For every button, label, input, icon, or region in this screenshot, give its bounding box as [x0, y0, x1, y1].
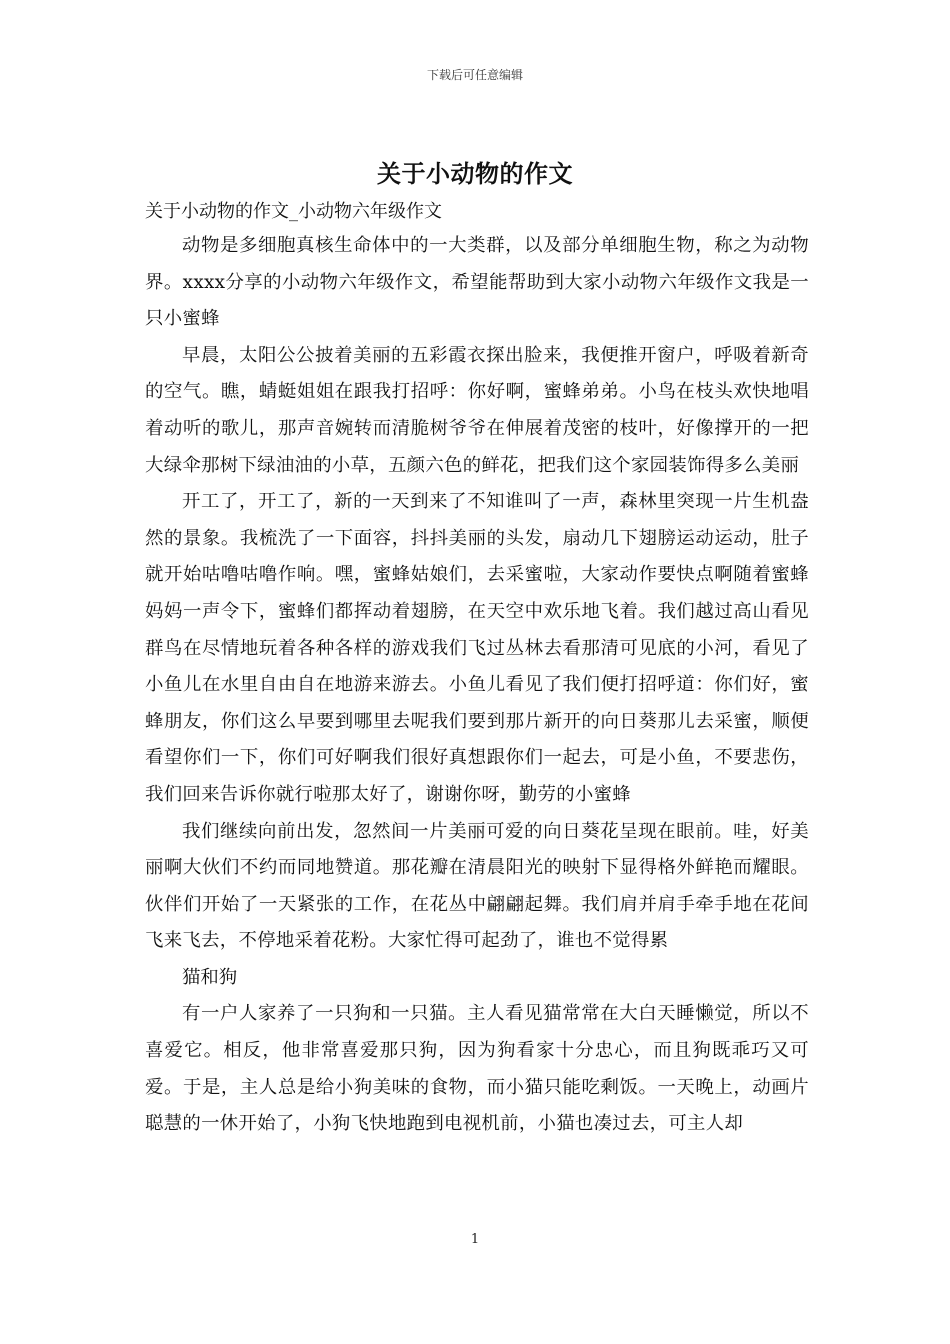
document-title: 关于小动物的作文	[377, 159, 573, 188]
paragraph-morning: 早晨，太阳公公披着美丽的五彩霞衣探出脸来，我便推开窗户，呼吸着新奇的空气。瞧，蜻蜓姐姐在跟我打招呼：你好啊，蜜蜂弟弟。小鸟在枝头欢快地唱着动听的歌儿，那声音婉转而清脆树爷爷在伸展着茂密的枝叶，好像撑开的一把大绿伞那树下绿油油的小草，五颜六色的鲜花，把我们这个家园装饰得多么美丽	[145, 344, 809, 476]
paragraph-cat-and-dog: 有一户人家养了一只狗和一只猫。主人看见猫常常在大白天睡懒觉，所以不喜爱它。相反，他非常喜爱那只狗，因为狗看家十分忠心，而且狗既乖巧又可爱。于是，主人总是给小狗美味的食物，而小猫只能吃剩饭。一天晚上，动画片聪慧的一休开始了，小狗飞快地跑到电视机前，小猫也凑过去，可主人却	[145, 1003, 809, 1135]
document-subtitle: 关于小动物的作文_小动物六年级作文	[145, 201, 442, 222]
page-number: 1	[470, 1232, 480, 1247]
page-header-note: 下载后可任意编辑	[426, 68, 523, 82]
section-heading: 猫和狗	[182, 966, 238, 988]
paragraph-work-begins: 开工了，开工了，新的一天到来了不知谁叫了一声，森林里突现一片生机盎然的景象。我梳洗了一下面容，抖抖美丽的头发，扇动几下翅膀运动运动，肚子就开始咕噜咕噜作响。嘿，蜜蜂姑娘们，去采蜜啦，大家动作要快点啊随着蜜蜂妈妈一声令下，蜜蜂们都挥动着翅膀，在天空中欢乐地飞着。我们越过高山看见群鸟在尽情地玩着各种各样的游戏我们飞过丛林去看那清可见底的小河，看见了小鱼儿在水里自由自在地游来游去。小鱼儿看见了我们便打招呼道：你们好，蜜蜂朋友，你们这么早要到哪里去呢我们要到那片新开的向日葵那儿去采蜜，顺便看望你们一下，你们可好啊我们很好真想跟你们一起去，可是小鱼，不要悲伤，我们回来告诉你就行啦那太好了，谢谢你呀，勤劳的小蜜蜂	[145, 491, 809, 805]
paragraph-sunflowers: 我们继续向前出发，忽然间一片美丽可爱的向日葵花呈现在眼前。哇，好美丽啊大伙们不约而同地赞道。那花瓣在清晨阳光的映射下显得格外鲜艳而耀眼。伙伴们开始了一天紧张的工作，在花丛中翩翩起舞。我们肩并肩手牵手地在花间飞来飞去，不停地采着花粉。大家忙得可起劲了，谁也不觉得累	[145, 820, 809, 952]
paragraph-intro: 动物是多细胞真核生命体中的一大类群，以及部分单细胞生物，称之为动物界。xxxx分享的小动物六年级作文，希望能帮助到大家小动物六年级作文我是一只小蜜蜂	[145, 235, 809, 330]
document-body	[145, 196, 809, 1143]
